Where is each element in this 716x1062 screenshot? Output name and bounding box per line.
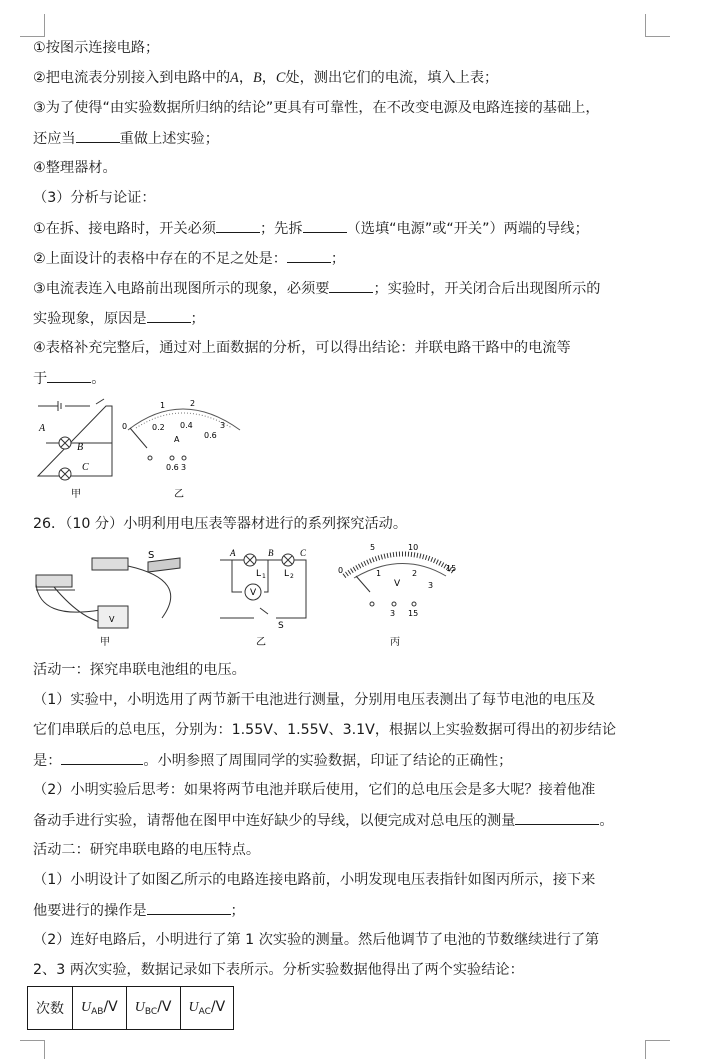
volt-tick-5: 5 (370, 543, 376, 552)
ammeter-tick-0-4: 0.4 (180, 421, 193, 430)
ammeter-tick-3: 3 (220, 421, 226, 430)
crop-mark-top-right (645, 14, 670, 37)
answer-blank[interactable] (216, 218, 260, 233)
figure-parallel-circuit-and-ammeter (30, 398, 280, 500)
voltmeter-label-v: V (109, 615, 115, 624)
apparatus-photo-jia (36, 558, 180, 628)
voltmeter-v: V (250, 588, 257, 598)
node-label-b: B (77, 442, 84, 453)
node-a: A (230, 548, 236, 558)
answer-blank[interactable] (287, 248, 331, 263)
volt-tick-2: 2 (412, 569, 418, 578)
volt-tick-3: 3 (428, 581, 434, 590)
question-3-2: ②上面设计的表格中存在的不足之处是： ； (33, 248, 345, 269)
lamp-l1-index: 1 (262, 573, 266, 580)
answer-blank[interactable] (47, 368, 91, 383)
header-u-ab: $U_{AB}/V$ (73, 987, 127, 1030)
voltmeter-dial-bing (338, 543, 456, 648)
ammeter-dial (122, 399, 240, 500)
node-b: B (268, 548, 274, 558)
answer-blank[interactable] (303, 218, 347, 233)
step-1: ①按图示连接电路； (33, 40, 160, 56)
parallel-circuit-diagram (38, 399, 112, 480)
question-3-4-cont: 于 。 (33, 368, 105, 389)
header-u-ac: $U_{AC}/V$ (180, 987, 234, 1030)
ammeter-terminal-3: 3 (181, 463, 187, 472)
volt-tick-0: 0 (338, 566, 344, 575)
activity-2-heading: 活动二：研究串联电路的电压特点。 (33, 842, 261, 858)
data-table (27, 986, 234, 1030)
figure-caption-yi: 乙 (174, 489, 184, 500)
ammeter-tick-0: 0 (122, 422, 128, 431)
section-3-heading: （3）分析与论证： (33, 190, 156, 206)
ammeter-tick-2: 2 (190, 399, 196, 408)
answer-blank[interactable] (515, 810, 599, 825)
answer-blank[interactable] (147, 308, 191, 323)
lamp-l2-letter: L (284, 569, 290, 579)
activity-1-q2-cont: 备动手进行实验，请帮他在图甲中连好缺少的导线，以便完成对总电压的测量 。 (33, 810, 614, 831)
activity-2-q1: （1）小明设计了如图乙所示的电路连接电路前，小明发现电压表指针如图丙所示，接下来 (33, 872, 596, 888)
answer-blank[interactable] (147, 900, 231, 915)
header-trial: 次数 (28, 987, 73, 1030)
volt-terminal-3: 3 (390, 609, 396, 618)
header-u-bc: $U_{BC}/V$ (126, 987, 180, 1030)
volt-tick-1: 1 (376, 569, 382, 578)
answer-blank[interactable] (76, 128, 120, 143)
figure-caption-yi-2: 乙 (256, 637, 266, 648)
volt-unit: V (394, 579, 401, 589)
figure-caption-jia-2: 甲 (100, 637, 110, 648)
answer-blank[interactable] (61, 750, 143, 765)
table-header-row (28, 987, 234, 1030)
crop-mark-bottom-left (20, 1040, 45, 1059)
ammeter-tick-0-6: 0.6 (204, 431, 217, 440)
lamp-l1-letter: L (256, 569, 262, 579)
step-3-cont: 还应当 重做上述实验； (33, 128, 219, 149)
step-4: ④整理器材。 (33, 160, 117, 176)
ammeter-tick-1: 1 (160, 401, 166, 410)
question-3-4: ④表格补充完整后，通过对上面数据的分析，可以得出结论：并联电路干路中的电流等 (33, 340, 571, 356)
activity-1-heading: 活动一：探究串联电池组的电压。 (33, 662, 246, 678)
lamp-l2-index: 2 (290, 573, 294, 580)
figure-caption-bing: 丙 (390, 637, 400, 648)
figure-series-voltage-setup (30, 540, 470, 650)
crop-mark-bottom-right (645, 1040, 670, 1059)
series-circuit-diagram-yi (220, 554, 306, 618)
activity-1-q1: （1）实验中，小明选用了两节新干电池进行测量，分别用电压表测出了每节电池的电压及 (33, 692, 596, 708)
node-label-a: A (39, 423, 46, 434)
activity-2-q2: （2）连好电路后，小明进行了第 1 次实验的测量。然后他调节了电池的节数继续进行了第 (33, 932, 600, 948)
switch-s: S (278, 621, 284, 631)
node-c: C (300, 548, 307, 558)
step-3: ③为了使得“由实验数据所归纳的结论”更具有可靠性，在不改变电源及电路连接的基础上， (33, 100, 600, 116)
question-3-3: ③电流表连入电路前出现图所示的现象，必须要 ；实验时，开关闭合后出现图所示的 (33, 278, 601, 299)
question-26-heading: 26．（10 分）小明利用电压表等器材进行的系列探究活动。 (33, 516, 408, 532)
activity-1-q1-cont: 它们串联后的总电压，分别为：1.55V、1.55V、3.1V，根据以上实验数据可得出的初步结论 (33, 722, 617, 738)
question-3-3-cont: 实验现象，原因是 ； (33, 308, 205, 329)
activity-1-q1-answer: 是： 。小明参照了周围同学的实验数据，印证了结论的正确性； (33, 750, 512, 771)
ammeter-tick-0-2: 0.2 (152, 423, 165, 432)
step-2: ②把电流表分别接入到电路中的A，B，C处，测出它们的电流，填入上表； (33, 70, 499, 86)
volt-tick-15: 15 (446, 564, 457, 573)
crop-mark-top-left (20, 14, 45, 37)
volt-tick-10: 10 (408, 543, 419, 552)
activity-2-q1-cont: 他要进行的操作是 ； (33, 900, 245, 921)
answer-blank[interactable] (329, 278, 373, 293)
ammeter-unit: A (174, 435, 180, 444)
node-label-c: C (82, 462, 89, 473)
activity-1-q2: （2）小明实验后思考：如果将两节电池并联后使用，它们的总电压会是多大呢？接着他准 (33, 782, 596, 798)
volt-terminal-15: 15 (408, 609, 419, 618)
switch-label-s: S (148, 550, 155, 561)
question-3-1: ①在拆、接电路时，开关必须 ；先拆 （选填“电源”或“开关”）两端的导线； (33, 218, 589, 239)
figure-caption-jia: 甲 (71, 489, 81, 500)
activity-2-q2-cont: 2、3 两次实验，数据记录如下表所示。分析实验数据他得出了两个实验结论： (33, 962, 524, 978)
ammeter-terminal-0-6: 0.6 (166, 463, 179, 472)
